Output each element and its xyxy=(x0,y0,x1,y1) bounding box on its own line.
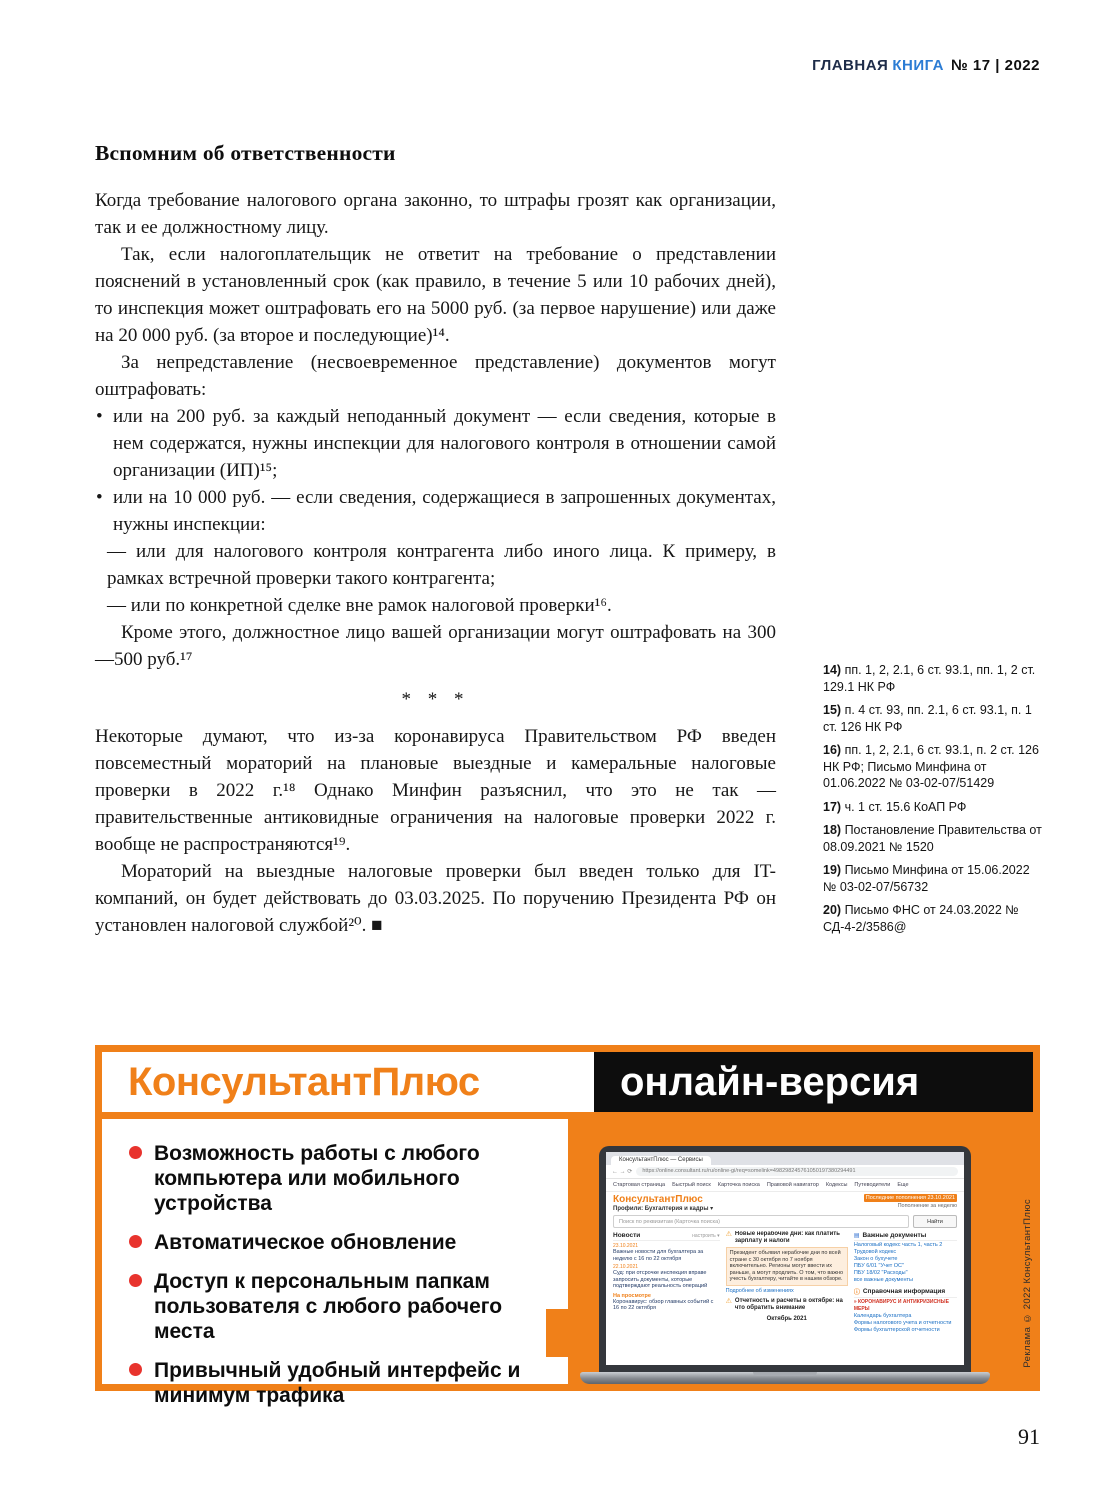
updates-label: Последние пополнения 23.10.2021 xyxy=(865,1195,955,1201)
info-icon: ⓘ xyxy=(853,1290,860,1296)
doc-link: Закон о бухучете xyxy=(853,1256,898,1262)
important-docs-column xyxy=(854,1231,957,1365)
news-item-date: 23.10.2021 xyxy=(613,1243,639,1249)
menu-item: Правовой навигатор xyxy=(766,1182,819,1188)
laptop-base xyxy=(580,1372,990,1384)
menu-item: Путеводители xyxy=(854,1182,891,1188)
ad-product-title: онлайн-версия xyxy=(594,1052,1033,1112)
article-heading: Вспомним об ответственности xyxy=(95,141,396,165)
browser-tab: КонсультантПлюс — Сервисы xyxy=(611,1156,711,1165)
paragraph: Кроме этого, должностное лицо вашей организации могут оштрафовать на 300—500 руб.¹⁷ xyxy=(95,622,776,670)
docs-more-link: все важные документы xyxy=(853,1277,913,1283)
alert-column xyxy=(726,1231,848,1365)
laptop-notch xyxy=(753,1372,817,1376)
ad-feature xyxy=(129,1141,552,1216)
feature-text: Возможность работы с любого компьютера или мобильного устройства xyxy=(154,1142,480,1215)
footnote-text: Письмо Минфина от 15.06.2022 № 03-02-07/56732 xyxy=(823,863,1030,894)
bullet-text: или на 10 000 руб. — если сведения, содержащиеся в запрошенных документах, нужны инспекции: xyxy=(113,487,776,535)
reference-header xyxy=(854,1286,957,1298)
news-subheading: На просмотре xyxy=(613,1292,651,1299)
footnote xyxy=(823,862,1043,895)
reference-link: Формы налогового учета и отчетности xyxy=(853,1320,952,1326)
profile-selector: Профили: Бухгалтерия и кадры ▾ xyxy=(613,1206,714,1212)
paragraph: Когда требование налогового органа законно, то штрафы грозят как организации, так и ее должностному лицу. xyxy=(95,190,776,238)
alert2-title: Отчетность и расчеты в октябре: на что обратить внимание xyxy=(734,1297,843,1311)
paragraph: Некоторые думают, что из-за коронавируса Правительством РФ введен повсеместный мораторий на плановые выездные и камеральные налоговые проверки в 2022 г.¹⁸ Однако Минфин разъяснил, что это не так — правительственные антиковидные ограничения на налоговые проверки 2022 г. вообще не распространяются¹⁹. xyxy=(95,726,776,855)
reference-link: Формы бухгалтерской отчетности xyxy=(853,1327,940,1333)
doc-link: ПБУ 6/01 "Учет ОС" xyxy=(853,1263,904,1269)
site-search-row xyxy=(613,1215,957,1228)
site-menu-bar xyxy=(606,1179,964,1192)
alert-more-link: Подробнее об изменениях xyxy=(725,1287,794,1294)
browser-url-bar xyxy=(606,1165,964,1179)
reference-link: Календарь бухгалтера xyxy=(853,1313,912,1319)
magazine-title-part2: КНИГА xyxy=(892,57,945,74)
news-column xyxy=(613,1231,720,1365)
doc-link: Налоговый кодекс часть 1, часть 2 xyxy=(853,1242,943,1248)
laptop-mockup xyxy=(580,1146,990,1384)
menu-item: Кодексы xyxy=(825,1182,848,1188)
docs-title: Важные документы xyxy=(862,1232,927,1239)
footnote-number: 18) xyxy=(823,823,842,837)
search-button: Найти xyxy=(913,1215,957,1228)
footnote xyxy=(823,702,1043,735)
footnote-number: 16) xyxy=(823,743,842,757)
ad-features-panel xyxy=(102,1119,568,1407)
footnote xyxy=(823,902,1043,935)
footnote-text: пп. 1, 2, 2.1, 6 ст. 93.1, пп. 1, 2 ст. 129.1 НК РФ xyxy=(823,663,1036,694)
updates-week-label: Пополнение за неделю xyxy=(897,1203,957,1209)
news-item-text: Важные новости для бухгалтера за неделю с 16 по 22 октября xyxy=(613,1249,704,1262)
footnote-number: 17) xyxy=(823,799,842,814)
section-separator: * * * xyxy=(401,689,470,710)
reference-title: Справочная информация xyxy=(862,1288,946,1295)
warning-icon: ⚠ xyxy=(725,1297,732,1305)
footnote-number: 20) xyxy=(823,903,842,917)
news-item-text: Суд: при отсрочке инспекция вправе запросить документы, которые подтверждают реальность операций xyxy=(613,1270,708,1289)
magazine-masthead xyxy=(812,57,1040,74)
footnotes-sidebar xyxy=(823,662,1043,942)
ad-body xyxy=(102,1119,1033,1407)
article-body xyxy=(95,141,776,939)
footnote-text: ч. 1 ст. 15.6 КоАП РФ xyxy=(844,799,967,814)
site-header xyxy=(606,1192,964,1213)
site-header-right xyxy=(864,1194,957,1212)
site-columns xyxy=(606,1231,964,1365)
menu-item: Карточка поиска xyxy=(717,1182,760,1188)
news-settings-link: настроить ▾ xyxy=(692,1232,720,1239)
paragraph: Так, если налогоплательщик не ответит на требование о представлении пояснений в установленный срок (как правило, в течение 5 или 10 рабочих дней), то инспекция может оштрафовать его на 5000 руб. (за первое нарушение) или даже на 20 000 руб. (за второе и последующие)¹⁴. xyxy=(95,244,776,346)
feature-bullet-icon xyxy=(129,1146,142,1159)
doc-link: ПБУ 18/02 "Расходы" xyxy=(853,1270,908,1276)
bullet-item xyxy=(95,484,776,538)
docs-header xyxy=(854,1231,957,1241)
news-header xyxy=(613,1231,720,1241)
feature-bullet-icon xyxy=(129,1274,142,1287)
ad-brand-logo: КонсультантПлюс xyxy=(102,1052,594,1112)
feature-bullet-icon xyxy=(129,1235,142,1248)
doc-link: Трудовой кодекс xyxy=(853,1249,897,1255)
footnote xyxy=(823,662,1043,695)
site-header-left xyxy=(613,1194,713,1212)
footnote xyxy=(823,822,1043,855)
alert-header xyxy=(726,1298,848,1312)
footnote-number: 19) xyxy=(823,863,842,877)
alert-header xyxy=(726,1231,848,1245)
laptop-screen xyxy=(599,1146,971,1373)
bullet-text: или на 200 руб. за каждый неподанный документ — если сведения, которые в нем содержатся, нужны инспекции для налогового контроля в отношении самой организации (ИП)¹⁵; xyxy=(113,406,776,481)
coronavirus-highlight-link: » КОРОНАВИРУС И АНТИКРИЗИСНЫЕ МЕРЫ xyxy=(853,1299,949,1312)
footnote-text: пп. 1, 2, 2.1, 6 ст. 93.1, п. 2 ст. 126 НК РФ; Письмо Минфина от 01.06.2022 № 03-02-07/51429 xyxy=(823,743,1039,790)
search-input: Поиск по реквизитам (Карточка поиска) xyxy=(613,1215,909,1228)
ad-feature xyxy=(129,1358,552,1408)
news-item-date: 22.10.2021 xyxy=(613,1264,639,1270)
news-title: Новости xyxy=(613,1232,641,1239)
ad-feature xyxy=(129,1230,552,1255)
browser-nav-icons: ← → ⟳ xyxy=(612,1169,633,1175)
bullet-item xyxy=(95,403,776,484)
website-screenshot xyxy=(606,1152,964,1365)
menu-item: Быстрый поиск xyxy=(672,1182,711,1188)
consultantplus-ad xyxy=(95,1045,1040,1407)
ad-legal-vertical-text: Реклама © 2022 КонсультантПлюс xyxy=(1022,1199,1033,1368)
browser-address: https://online.consultant.ru/ru/online-gi/req=somelink=498298245761050197380294491 xyxy=(636,1167,958,1176)
browser-tab-bar xyxy=(606,1152,964,1165)
issue-number: № 17 | 2022 xyxy=(951,57,1040,74)
magazine-title-part1: ГЛАВНАЯ xyxy=(812,57,889,74)
alert-title: Новые нерабочие дни: как платить зарплату и налоги xyxy=(734,1231,840,1244)
footnote-text: п. 4 ст. 93, пп. 2.1, 6 ст. 93.1, п. 1 ст. 126 НК РФ xyxy=(823,703,1032,734)
warning-icon: ⚠ xyxy=(725,1231,732,1238)
site-logo: КонсультантПлюс xyxy=(613,1194,703,1205)
alert-body: Президент объявил нерабочие дни по всей стране с 30 октября по 7 ноября включительно. Регионы могут ввести их раньше, а могут продлить. О том, что важно учесть бухгалтеру, читайте в нашем обзоре. xyxy=(726,1247,848,1286)
docs-icon: ▤ xyxy=(853,1233,860,1239)
sub-item: — или по конкретной сделке вне рамок налоговой проверки¹⁶. xyxy=(107,595,612,616)
news-item-text: Коронавирус: обзор главных событий с 16 по 22 октября xyxy=(613,1298,714,1311)
footnote xyxy=(823,799,1043,816)
footnote xyxy=(823,742,1043,792)
calendar-label: Октябрь 2021 xyxy=(766,1315,807,1322)
sub-item: — или для налогового контроля контрагента либо иного лица. К примеру, в рамках встречной проверки такого контрагента; xyxy=(107,541,776,589)
bullet-marker: • xyxy=(96,487,103,508)
page-number: 91 xyxy=(1018,1424,1040,1449)
feature-text: Доступ к персональным папкам пользователя с любого рабочего места xyxy=(154,1270,503,1343)
menu-item: Еще xyxy=(897,1182,909,1188)
paragraph: Мораторий на выездные налоговые проверки был введен только для IT-компаний, он будет действовать до 03.03.2025. По поручению Президента РФ он установлен налоговой службой²⁰. ■ xyxy=(95,861,776,936)
footnote-number: 14) xyxy=(823,663,842,677)
feature-text: Привычный удобный интерфейс и минимум трафика xyxy=(154,1359,521,1407)
menu-item: Стартовая страница xyxy=(613,1182,666,1188)
ad-feature xyxy=(129,1269,552,1344)
footnote-number: 15) xyxy=(823,703,842,717)
bullet-marker: • xyxy=(96,406,103,427)
feature-text: Автоматическое обновление xyxy=(154,1231,457,1254)
feature-bullet-icon xyxy=(129,1363,142,1376)
footnote-text: Письмо ФНС от 24.03.2022 № СД-4-2/3586@ xyxy=(823,903,1019,934)
paragraph: За непредставление (несвоевременное представление) документов могут оштрафовать: xyxy=(95,352,776,400)
ad-header xyxy=(102,1052,1033,1112)
footnote-text: Постановление Правительства от 08.09.2021 № 1520 xyxy=(823,823,1042,854)
